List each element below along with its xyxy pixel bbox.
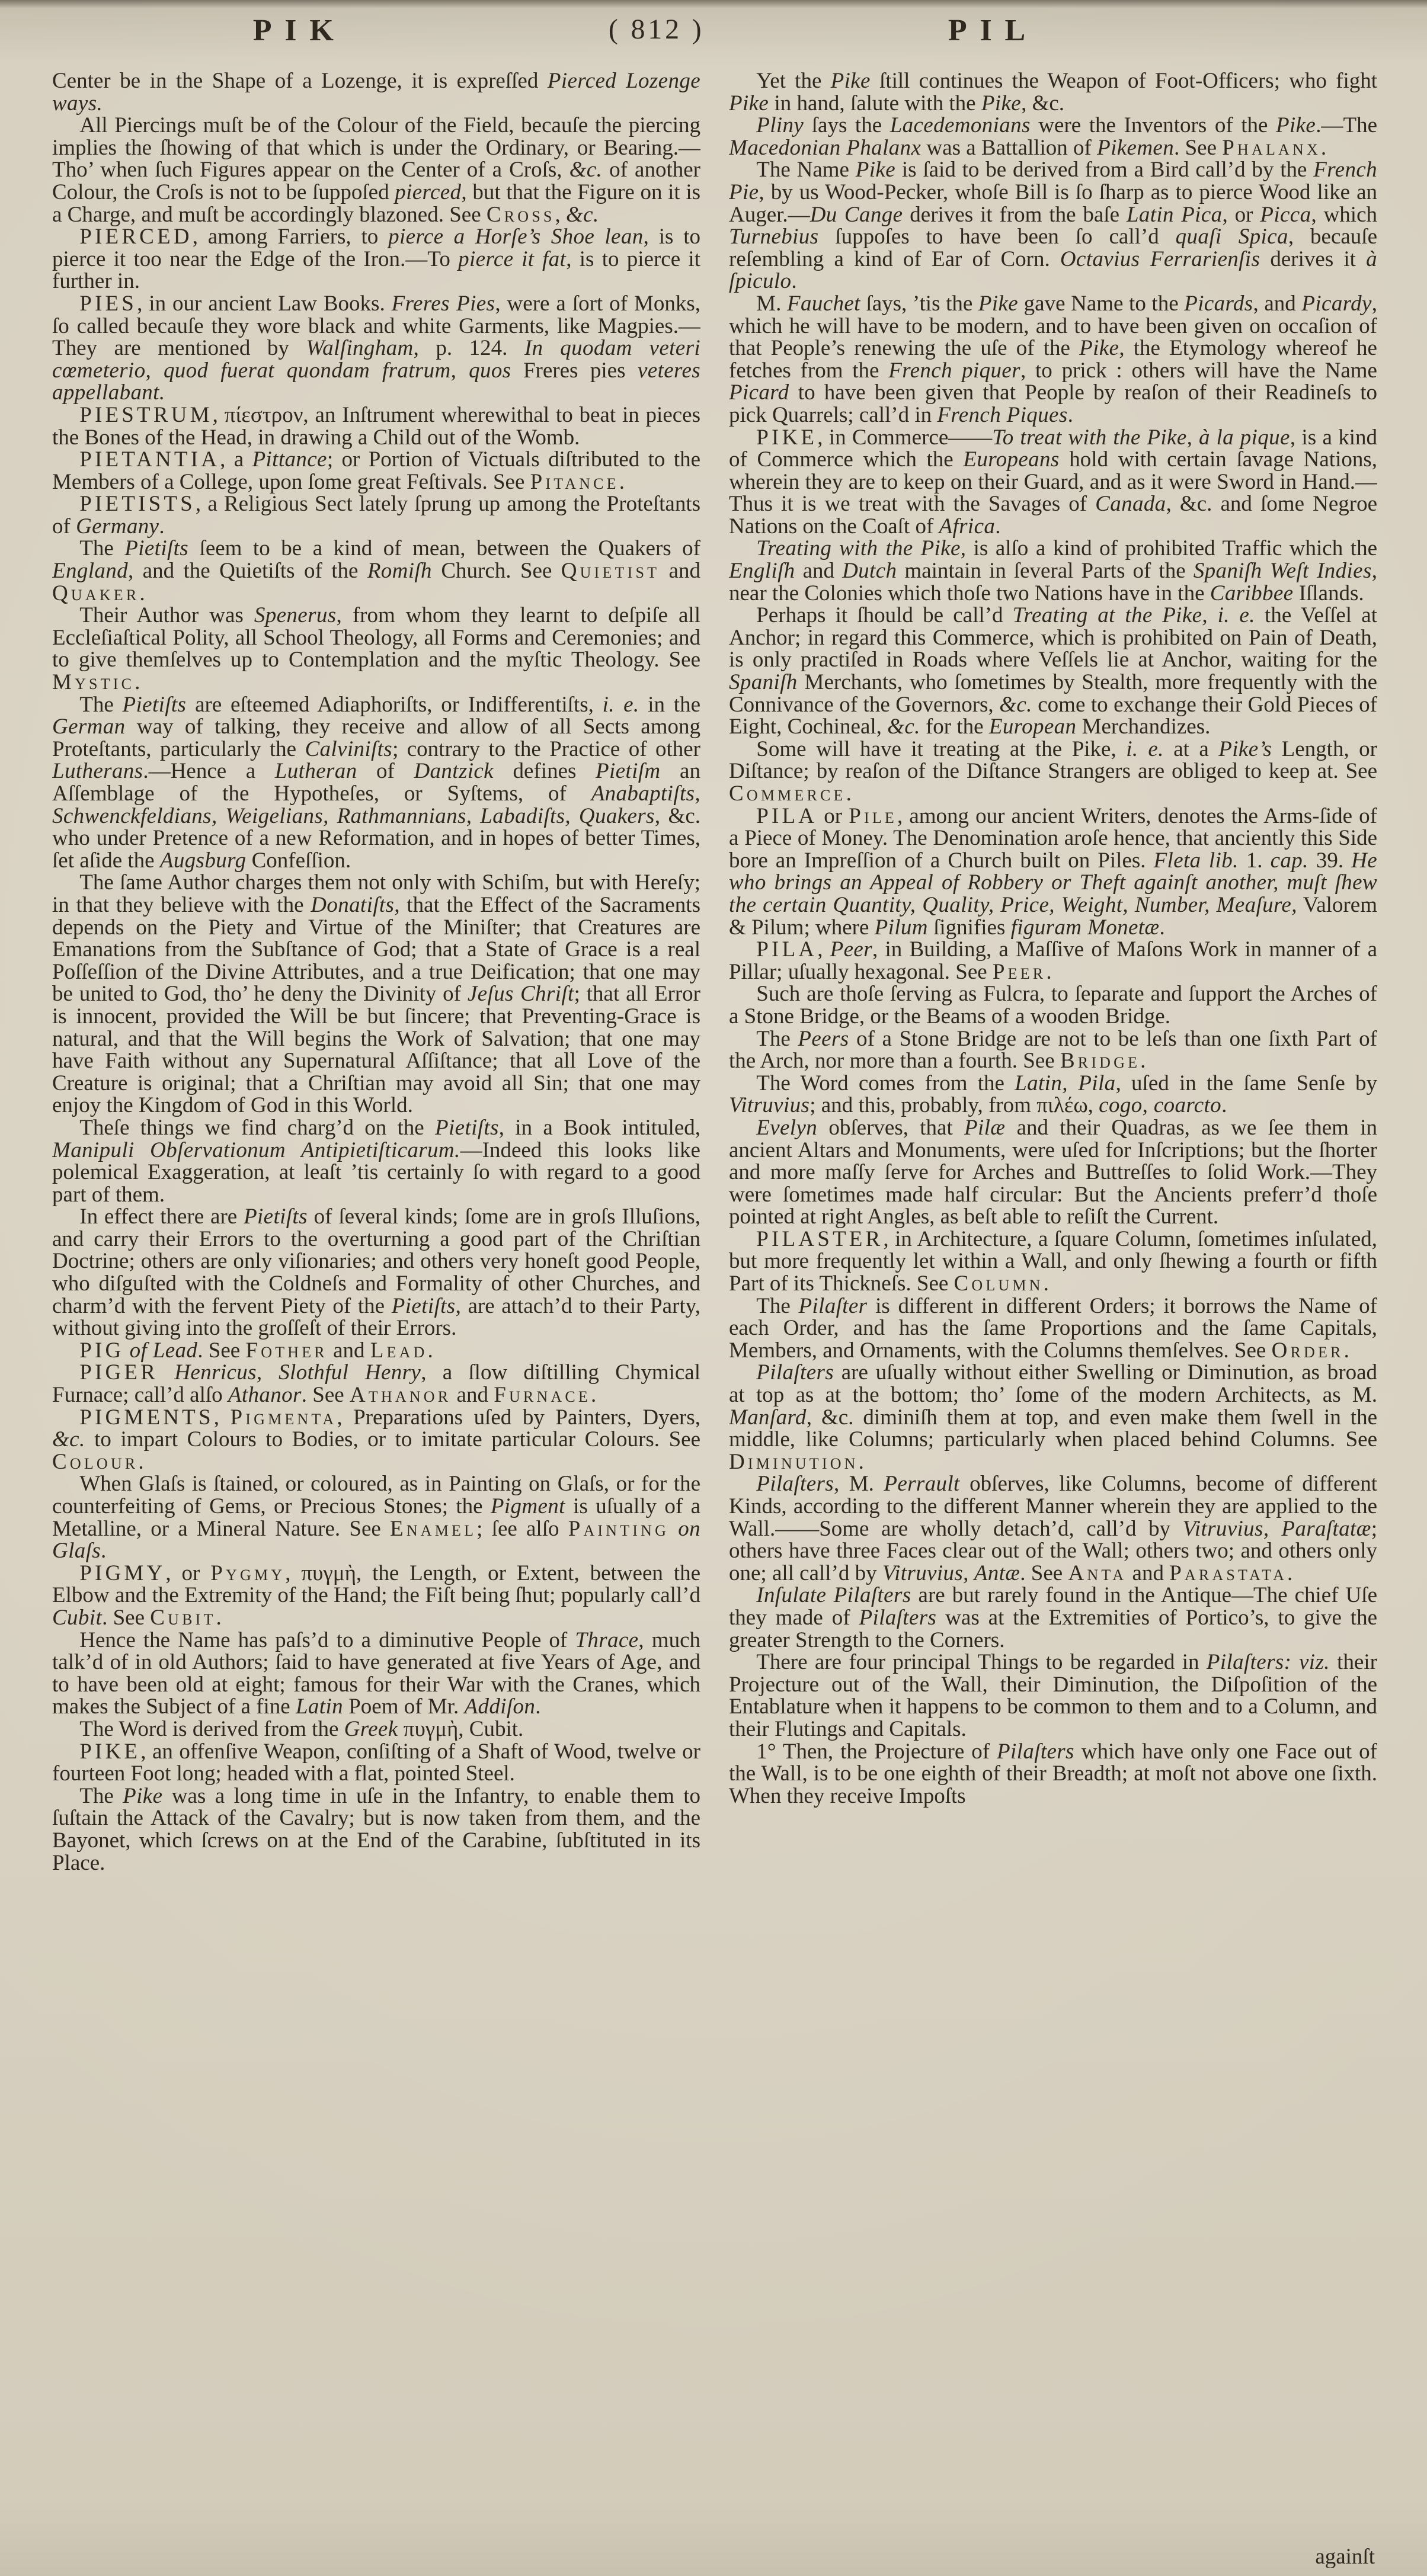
paragraph: PIG of Lead. See Fother and Lead.	[79, 1338, 433, 1363]
paragraph: PILA or Pile, among our ancient Writers, denotes the Arms-ſide of a Piece of Money. The Denomination aroſe hence, that anciently this Side bore an Impreſſion of a Church built on Piles. Fleta lib. 1. cap. 39. He who brings an Appeal of Robbery or Theft againſt another, muſt ſhew the certain Quantity, Quality, Price, Weight, Number, Meaſure, Valorem & Pilum; where Pilum ſignifies figuram Monetæ.	[729, 803, 1377, 940]
paragraph: Pilaſters, M. Perrault obſerves, like Columns, become of different Kinds, according to the different Manner wherein they are applied to the Wall.——Some are wholly detach’d, call’d by Vitruvius, Paraſtatæ; others have three Faces clear out of the Wall; others two; and others only one; all call’d by Vitruvius, Antæ. See Anta and Parastata.	[729, 1472, 1377, 1585]
paragraph: Perhaps it ſhould be call’d Treating at the Pike, i. e. the Veſſel at Anchor; in regard this Commerce, which is prohibited on Pain of Death, is only practiſed in Roads where Veſſels lie at Anchor, waiting for the Spaniſh Merchants, who ſometimes by Stealth, more frequently with the Connivance of the Governors, &c. come to exchange their Gold Pieces of Eight, Cochineal, &c. for the European Merchandizes.	[729, 603, 1377, 739]
small-caps-term: Peer	[992, 959, 1047, 984]
small-caps-term: Fother	[245, 1338, 328, 1363]
text-block	[52, 70, 1377, 2568]
paragraph: Their Author was Spenerus, from whom they learnt to deſpiſe all Eccleſiaſtical Polity, all School Theology, all Forms and Ceremonies; and to give themſelves up to Contemplation and the myſtic Theology. See Mystic.	[52, 603, 700, 695]
small-caps-term: PIGMENTS	[79, 1405, 214, 1430]
paragraph: The Name Pike is ſaid to be derived from a Bird call’d by the French Pie, by us Wood-Pecker, whoſe Bill is ſo ſharp as to pierce Wood like an Auger.—Du Cange derives it from the baſe Latin Pica, or Picca, which Turnebius ſuppoſes to have been ſo call’d quaſi Spica, becauſe reſembling a kind of Ear of Corn. Octavius Ferrarienſis derives it à ſpiculo.	[729, 158, 1377, 294]
small-caps-term: Athanor	[349, 1383, 452, 1408]
small-caps-term: PILA	[756, 803, 818, 828]
paragraph: PIETANTIA, a Pittance; or Portion of Victuals diſtributed to the Members of a College, upon ſome great Feſtivals. See Pitance.	[52, 447, 700, 494]
paragraph: All Piercings muſt be of the Colour of the Field, becauſe the piercing implies the ſhowing of that which is under the Ordinary, or Bearing.—Tho’ when ſuch Figures appear on the Center of a Croſs, &c. of another Colour, the Croſs is not to be ſuppoſed pierced, but that the Figure on it is a Charge, and muſt be accordingly blazoned. See Cross, &c.	[52, 113, 700, 227]
scan-top-edge	[0, 0, 1427, 8]
paragraph: Pliny ſays the Lacedemonians were the Inventors of the Pike.—The Macedonian Phalanx was a Battallion of Pikemen. See Phalanx.	[729, 113, 1377, 160]
paragraph: Such are thoſe ſerving as Fulcra, to ſeparate and ſupport the Arches of a Stone Bridge, or the Beams of a wooden Bridge.	[729, 982, 1377, 1029]
small-caps-term: PIETISTS	[79, 492, 196, 517]
small-caps-term: PIETANTIA	[79, 447, 220, 472]
paragraph: Inſulate Pilaſters are but rarely found in the Antique—The chief Uſe they made of Pilaſters was at the Extremities of Portico’s, to give the greater Strength to the Corners.	[729, 1583, 1377, 1652]
small-caps-term: Commerce	[729, 781, 846, 806]
small-caps-term: Cross	[486, 202, 555, 227]
paragraph: Yet the Pike ſtill continues the Weapon of Foot-Officers; who fight Pike in hand, ſalute with the Pike, &c.	[729, 70, 1377, 116]
small-caps-term: PIG	[79, 1338, 124, 1363]
paragraph: The Pietiſts are eſteemed Adiaphoriſts, or Indifferentiſts, i. e. in the German way of talking, they receive and allow of all Sects among Proteſtants, particularly the Calviniſts; contrary to the Practice of other Lutherans.—Hence a Lutheran of Dantzick defines Pietiſm an Aſſemblage of the Hypotheſes, or Syſtems, of Anabaptiſts, Schwenckfeldians, Weigelians, Rathmannians, Labadiſts, Quakers, &c. who under Pretence of a new Reformation, and in hopes of better Times, ſet aſide the Augsburg Confeſſion.	[52, 692, 700, 873]
small-caps-term: PIGER	[79, 1360, 159, 1385]
small-caps-term: PIERCED	[79, 225, 193, 249]
paragraph: PIERCED, among Farriers, to pierce a Horſe’s Shoe lean, is to pierce it too near the Edge of the Iron.—To pierce it fat, is to pierce it further in.	[52, 225, 700, 294]
paragraph: The Pike was a long time in uſe in the Infantry, to enable them to ſuſtain the Attack of the Cavalry; but is now taken from them, and the Bayonet, which ſcrews on at the End of the Carabine, ſubſtituted in its Place.	[52, 1783, 700, 1875]
small-caps-term: Quaker	[52, 581, 140, 605]
paragraph: 1° Then, the Projecture of Pilaſters which have only one Face out of the Wall, is to be one eighth of their Breadth; at moſt not above one ſixth. When they receive Impoſts	[729, 1739, 1377, 1808]
paragraph: The Peers of a Stone Bridge are not to be leſs than one ſixth Part of the Arch, nor more than a fourth. See Bridge.	[729, 1026, 1377, 1074]
small-caps-term: PIKE	[756, 425, 818, 450]
paragraph: Pilaſters are uſually without either Swelling or Diminution, as broad at top as at the bottom; tho’ ſome of the modern Architects, as M. Manſard, &c. diminiſh them at top, and even make them ſwell in the middle, like Columns; particularly when placed behind Columns. See Diminution.	[729, 1360, 1377, 1474]
small-caps-term: Pigmenta	[230, 1405, 337, 1430]
paragraph: PILA, Peer, in Building, a Maſſive of Maſons Work in manner of a Pillar; uſually hexagonal. See Peer.	[729, 937, 1377, 984]
paragraph: Evelyn obſerves, that Pilæ and their Quadras, as we ſee them in ancient Altars and Monuments, were uſed for Inſcriptions; but the ſhorter and more maſſy ſerve for Arches and Buttreſſes to ſolid Work.—They were ſometimes made half circular: But the Ancients preferr’d thoſe pointed at right Angles, as beſt able to reſiſt the Current.	[729, 1115, 1377, 1229]
small-caps-term: Enamel	[390, 1516, 477, 1541]
small-caps-term: Quietist	[561, 559, 660, 584]
small-caps-term: PILASTER	[756, 1226, 884, 1251]
paragraph: Center be in the Shape of a Lozenge, it is expreſſed Pierced Lozenge ways.	[52, 70, 700, 116]
paragraph: The Word comes from the Latin, Pila, uſed in the ſame Senſe by Vitruvius; and this, probably, from πιλέω, cogo, coarcto.	[729, 1071, 1377, 1118]
catchword: againſt	[1315, 2545, 1375, 2568]
paragraph: PIGER Henricus, Slothful Henry, a ſlow diſtilling Chymical Furnace; call’d alſo Athanor. See Athanor and Furnace.	[52, 1360, 700, 1408]
small-caps-term: Bridge	[1060, 1049, 1141, 1074]
small-caps-term: Parastata	[1169, 1561, 1288, 1585]
paragraph: PIKE, in Commerce——To treat with the Pike, à la pique, is a kind of Commerce which the Europeans hold with certain ſavage Nations, wherein they are to keep on their Guard, and as it were Sword in Hand.—Thus it is we treat with the Savages of Canada, &c. and ſome Negroe Nations on the Coaſt of Africa.	[729, 425, 1377, 539]
paragraph: PIGMENTS, Pigmenta, Preparations uſed by Painters, Dyers, &c. to impart Colours to Bodies, or to imitate particular Colours. See Colour.	[52, 1405, 700, 1474]
header-page-number: ( 812 )	[608, 14, 705, 45]
paragraph: The Pietiſts ſeem to be a kind of mean, between the Quakers of England, and the Quietiſts of the Romiſh Church. See Quietist and Quaker.	[52, 536, 700, 605]
right-column	[729, 70, 1377, 2568]
page-header	[0, 13, 1427, 63]
paragraph: In effect there are Pietiſts of ſeveral kinds; ſome are in groſs Illuſions, and carry their Errors to the overturning a good part of the Chriſtian Doctrine; others are only viſionaries; and others very honeſt good People, who diſguſted with the Coldneſs and Formality of other Churches, and charm’d with the fervent Piety of the Pietiſts, are attach’d to their Party, without giving into the groſſeſt of their Errors.	[52, 1204, 700, 1341]
small-caps-term: Anta	[1068, 1561, 1127, 1585]
small-caps-term: Pile	[849, 803, 897, 828]
paragraph: Some will have it treating at the Pike, i. e. at a Pike’s Length, or Diſtance; by reaſon of the Diſtance Strangers are obliged to keep at. See Commerce.	[729, 736, 1377, 806]
paragraph: PIES, in our ancient Law Books. Freres Pies, were a ſort of Monks, ſo called becauſe they wore black and white Garments, like Magpies.—They are mentioned by Walſingham, p. 124. In quodam veteri cœmeterio, quod fuerat quondam fratrum, quos Freres pies veteres appellabant.	[52, 291, 700, 405]
small-caps-term: Lead	[370, 1338, 428, 1363]
small-caps-term: Pitance	[530, 469, 619, 494]
paragraph: PIETISTS, a Religious Sect lately ſprung up among the Proteſtants of Germany.	[52, 492, 700, 539]
small-caps-term: PIESTRUM	[79, 402, 213, 427]
paragraph: The ſame Author charges them not only with Schiſm, but with Hereſy; in that they believe with the Donatiſts, that the Effect of the Sacraments depends on the Piety and Virtue of the Miniſter; that Creatures are Emanations from the Subſtance of God; that a State of Grace is a real Poſſeſſion of the Divine Attributes, and a true Deification; that one may be united to God, tho’ he deny the Divinity of Jeſus Chriſt; that all Error is innocent, provided the Will be but ſincere; that Preventing-Grace is natural, and that the Will begins the Work of Salvation; that one may have Faith without any Supernatural Aſſiſtance; that all Love of the Creature is original; that a Chriſtian may avoid all Sin; that one may enjoy the Kingdom of God in this World.	[52, 870, 700, 1118]
small-caps-term: Colour	[52, 1449, 139, 1474]
small-caps-term: Order	[1271, 1338, 1344, 1363]
small-caps-term: Painting	[568, 1516, 670, 1541]
right-column-paragraphs	[729, 70, 1377, 1807]
small-caps-term: Cubit	[150, 1605, 216, 1630]
paragraph: Theſe things we find charg’d on the Pietiſts, in a Book intituled, Manipuli Obſervationum Antipietiſticarum.—Indeed this looks like polemical Exaggeration, at leaſt ’tis certainly ſo with regard to a good part of them.	[52, 1115, 700, 1207]
paragraph: PIGMY, or Pygmy, πυγμὴ, the Length, or Extent, between the Elbow and the Extremity of the Hand; the Fiſt being ſhut; popularly call’d Cubit. See Cubit.	[52, 1561, 700, 1630]
small-caps-term: PIGMY	[79, 1561, 166, 1585]
paragraph: PIESTRUM, πίεστρον, an Inſtrument wherewithal to beat in pieces the Bones of the Head, in drawing a Child out of the Womb.	[52, 402, 700, 450]
small-caps-term: Mystic	[52, 670, 135, 695]
paragraph: The Pilaſter is different in different Orders; it borrows the Name of each Order, and has the ſame Proportions and the ſame Capitals, Members, and Ornaments, with the Columns themſelves. See Order.	[729, 1293, 1377, 1363]
small-caps-term: Pygmy	[210, 1561, 286, 1585]
small-caps-term: PIES	[79, 291, 137, 316]
small-caps-term: PIKE	[79, 1739, 141, 1764]
paragraph: PIKE, an offenſive Weapon, conſiſting of a Shaft of Wood, twelve or fourteen Foot long; headed with a flat, pointed Steel.	[52, 1739, 700, 1786]
paragraph: There are four principal Things to be regarded in Pilaſters: viz. their Projecture out of the Wall, their Diminution, the Diſpoſition of the Entablature when it happens to be common to them and to a Column, and their Flutings and Capitals.	[729, 1650, 1377, 1741]
header-right-guide: PIL	[948, 14, 1039, 47]
small-caps-term: Phalanx	[1222, 135, 1321, 160]
header-left-guide: PIK	[252, 14, 347, 47]
small-caps-term: Diminution	[729, 1449, 859, 1474]
small-caps-term: PILA	[756, 937, 818, 962]
left-column	[52, 70, 700, 2568]
paragraph: M. Fauchet ſays, ’tis the Pike gave Name to the Picards, and Picardy, which he will have to be modern, and to have been given on occaſion of that People’s renewing the uſe of the Pike, the Etymology whereof he fetches from the French piquer, to prick : others will have the Name Picard to have been given that People by reaſon of their Readineſs to pick Quarrels; call’d in French Piques.	[729, 291, 1377, 427]
paragraph: Hence the Name has paſs’d to a diminutive People of Thrace, much talk’d of in old Authors; ſaid to have generated at five Years of Age, and to have been old at eight; famous for their War with the Cranes, which makes the Subject of a fine Latin Poem of Mr. Addiſon.	[52, 1627, 700, 1719]
paragraph: PILASTER, in Architecture, a ſquare Column, ſometimes inſulated, but more frequently let within a Wall, and only ſhewing a fourth or fifth Part of its Thickneſs. See Column.	[729, 1226, 1377, 1296]
paragraph: When Glaſs is ſtained, or coloured, as in Painting on Glaſs, or for the counterfeiting of Gems, or Precious Stones; the Pigment is uſually of a Metalline, or a Mineral Nature. See Enamel; ſee alſo Painting on Glaſs.	[52, 1472, 700, 1563]
paragraph: The Word is derived from the Greek πυγμὴ, Cubit.	[79, 1716, 524, 1741]
paragraph: Treating with the Pike, is alſo a kind of prohibited Traffic which the Engliſh and Dutch maintain in ſeveral Parts of the Spaniſh Weſt Indies, near the Colonies which thoſe two Nations have in the Caribbee Iſlands.	[729, 536, 1377, 605]
small-caps-term: Column	[954, 1271, 1044, 1296]
small-caps-term: Furnace	[494, 1383, 591, 1408]
